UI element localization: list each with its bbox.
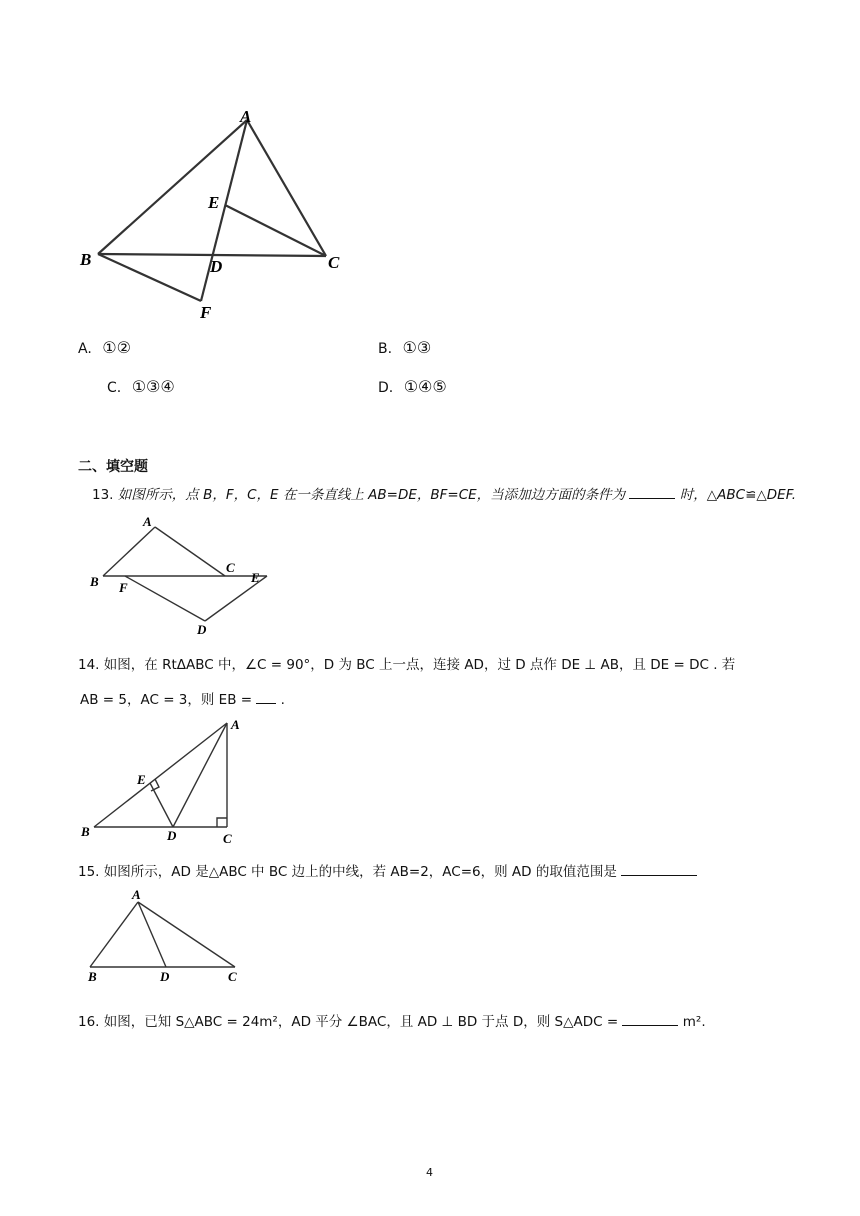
q13-label-A: A bbox=[143, 514, 152, 529]
option-a-letter: A. bbox=[78, 341, 92, 357]
option-c-letter: C. bbox=[107, 380, 122, 396]
label-F: F bbox=[200, 303, 212, 322]
q15-label-C: C bbox=[228, 969, 237, 984]
q13-blank[interactable] bbox=[629, 498, 675, 499]
label-A: A bbox=[240, 107, 252, 126]
q14-line1: 如图，在 RtΔABC 中，∠C = 90°，D 为 BC 上一点，连接 AD，过 D 点作 DE ⊥ AB，且 DE = DC . 若 bbox=[103, 657, 736, 673]
option-c[interactable] bbox=[107, 377, 175, 396]
figure-q14 bbox=[75, 712, 255, 850]
q15-label-A: A bbox=[132, 887, 141, 902]
q15-text: 如图所示，AD 是△ABC 中 BC 边上的中线，若 AB=2，AC=6，则 AD 的取值范围是 bbox=[103, 864, 617, 880]
option-d-value: ①④⑤ bbox=[403, 377, 447, 396]
q13-label-F: F bbox=[119, 580, 128, 595]
q16-blank[interactable] bbox=[622, 1025, 678, 1026]
figure-q12 bbox=[70, 100, 370, 330]
q15-label-B: B bbox=[88, 969, 97, 984]
q14-label-C: C bbox=[223, 831, 232, 846]
q14-line2-b: . bbox=[280, 692, 285, 708]
q13-label-B: B bbox=[90, 574, 99, 589]
q14-label-B: B bbox=[81, 824, 90, 839]
q14-label-E: E bbox=[137, 772, 146, 787]
page-number: 4 bbox=[426, 1166, 433, 1179]
figure-q15 bbox=[80, 885, 250, 990]
section-title: 二、填空题 bbox=[78, 459, 148, 475]
question-14-line1 bbox=[78, 653, 735, 673]
q15-blank[interactable] bbox=[621, 875, 697, 876]
option-a[interactable] bbox=[78, 338, 131, 357]
q16-text-a: 如图，已知 S△ABC = 24m²，AD 平分 ∠BAC，且 AD ⊥ BD 于点 D，则 S△ADC = bbox=[103, 1014, 619, 1030]
option-b-value: ①③ bbox=[402, 338, 432, 357]
option-b-letter: B. bbox=[378, 341, 393, 357]
question-16 bbox=[78, 1010, 706, 1030]
q14-number: 14. bbox=[78, 657, 100, 673]
option-d[interactable] bbox=[378, 377, 447, 396]
question-13 bbox=[92, 483, 796, 503]
q13-label-E: E bbox=[251, 570, 260, 585]
q13-label-C: C bbox=[226, 560, 235, 575]
option-b[interactable] bbox=[378, 338, 431, 357]
label-E: E bbox=[208, 193, 220, 212]
q16-text-b: m². bbox=[682, 1014, 706, 1030]
option-a-value: ①② bbox=[102, 338, 131, 357]
question-14-line2 bbox=[80, 688, 285, 708]
q13-text-b: 时，△ABC≌△DEF. bbox=[679, 487, 797, 503]
q14-blank[interactable] bbox=[256, 703, 276, 704]
q13-text-a: 如图所示，点 B，F，C，E 在一条直线上 AB=DE，BF=CE，当添加边方面的条件为 bbox=[117, 487, 626, 503]
q13-number: 13. bbox=[92, 487, 114, 503]
label-D: D bbox=[210, 257, 223, 276]
q15-label-D: D bbox=[160, 969, 170, 984]
label-B: B bbox=[80, 250, 92, 269]
q14-label-A: A bbox=[231, 717, 240, 732]
label-C: C bbox=[328, 253, 340, 272]
question-15 bbox=[78, 860, 697, 880]
q14-label-D: D bbox=[167, 828, 177, 843]
option-d-letter: D. bbox=[378, 380, 394, 396]
option-c-value: ①③④ bbox=[131, 377, 175, 396]
q13-label-D: D bbox=[197, 622, 207, 637]
q14-line2-a: AB = 5，AC = 3，则 EB = bbox=[80, 692, 253, 708]
figure-q13 bbox=[85, 510, 285, 640]
q15-number: 15. bbox=[78, 864, 100, 880]
q16-number: 16. bbox=[78, 1014, 100, 1030]
